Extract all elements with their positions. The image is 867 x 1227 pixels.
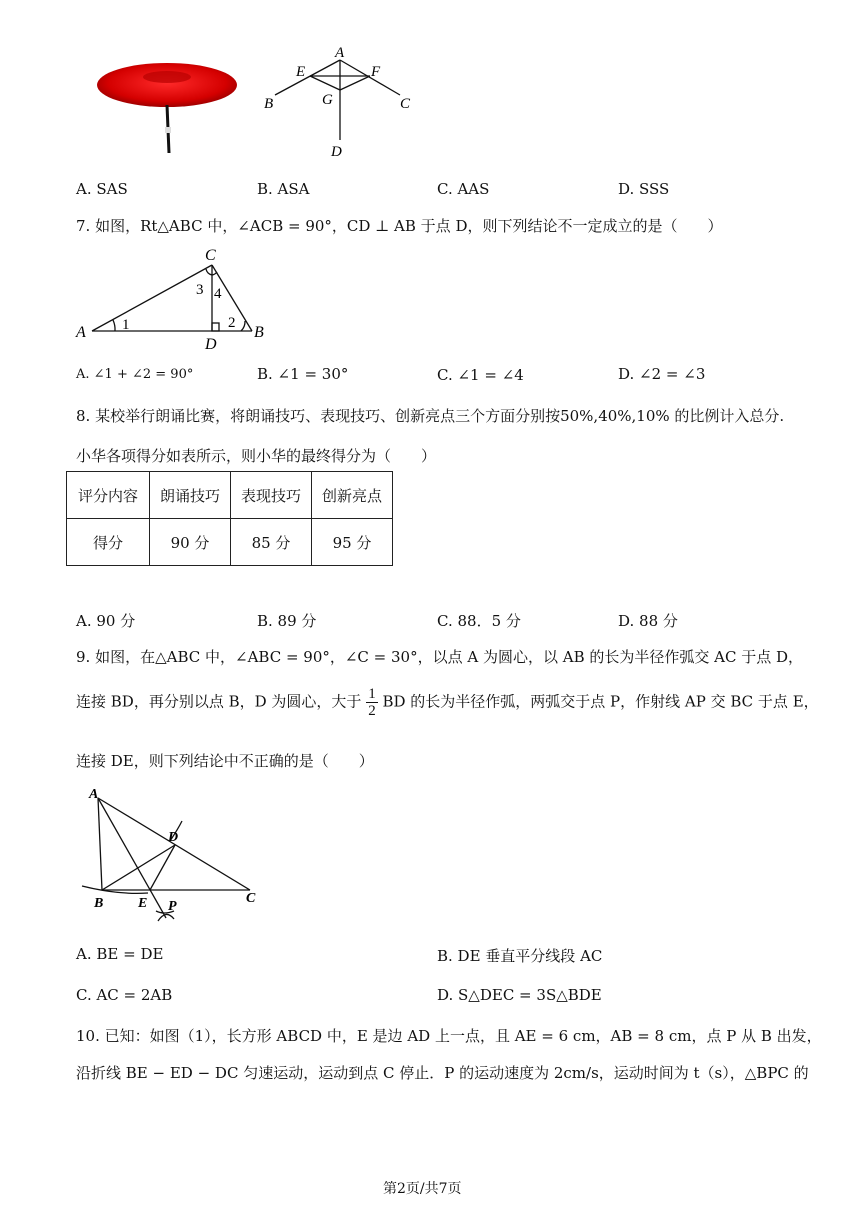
q10-line-2: 沿折线 BE − ED − DC 匀速运动，运动到点 C 停止．P 的运动速度为 2cm/s，运动时间为 t（s），△BPC 的 <box>76 1064 809 1082</box>
fig6-label-b: B <box>264 96 274 112</box>
fig6-label-e: E <box>296 64 306 80</box>
fig7-label-c: C <box>205 247 216 264</box>
q9-option-b: B. DE 垂直平分线段 AC <box>437 947 603 965</box>
q6-option-a: A. SAS <box>76 180 128 198</box>
q9-option-d: D. S△DEC = 3S△BDE <box>437 986 602 1004</box>
fig9-label-d: D <box>168 830 179 845</box>
q7-stem: 7. 如图，Rt△ABC 中，∠ACB = 90°，CD ⊥ AB 于点 D，则下列结论不一定成立的是（ ） <box>76 217 723 235</box>
figure-q6 <box>255 40 425 165</box>
fig6-label-a: A <box>335 45 345 61</box>
q8-line-2: 小华各项得分如表所示，则小华的最终得分为（ ） <box>76 447 437 465</box>
fig7-label-1: 1 <box>122 317 130 333</box>
q6-option-d: D. SSS <box>618 180 670 198</box>
fig6-label-f: F <box>371 64 381 80</box>
fig9-label-b: B <box>94 896 104 911</box>
q9-line-1: 9. 如图，在△ABC 中，∠ABC = 90°，∠C = 30°，以点 A 为圆心，以 AB 的长为半径作弧交 AC 于点 D， <box>76 648 804 666</box>
table-header-cell: 表现技巧 <box>231 472 312 519</box>
fig7-label-3: 3 <box>196 282 204 298</box>
q8-option-b: B. 89 分 <box>257 612 317 630</box>
fig7-label-a: A <box>76 324 86 341</box>
fig7-label-4: 4 <box>214 286 222 302</box>
table-cell: 95 分 <box>312 519 393 566</box>
fig7-label-b: B <box>254 324 264 341</box>
fig9-label-e: E <box>138 896 148 911</box>
q8-option-a: A. 90 分 <box>76 612 136 630</box>
fraction-numerator: 1 <box>368 686 376 702</box>
fig6-label-g: G <box>322 92 333 108</box>
table-row <box>67 519 393 566</box>
q9-line-2-post: BD 的长为半径作弧，两弧交于点 P，作射线 AP 交 BC 于点 E， <box>382 692 819 711</box>
fig7-label-2: 2 <box>228 315 236 331</box>
q7-option-b: B. ∠1 = 30° <box>257 365 349 383</box>
table-header-cell: 朗诵技巧 <box>150 472 231 519</box>
fig6-label-c: C <box>400 96 411 112</box>
q8-line-1: 8. 某校举行朗诵比赛，将朗诵技巧、表现技巧、创新亮点三个方面分别按50%,40%,10% 的比例计入总分. <box>76 407 785 425</box>
fig7-label-d: D <box>205 336 217 353</box>
figure-q7 <box>70 243 280 353</box>
q6-option-c: C. AAS <box>437 180 490 198</box>
table-header-cell: 创新亮点 <box>312 472 393 519</box>
table-cell: 90 分 <box>150 519 231 566</box>
figure-q9 <box>78 783 268 928</box>
fig9-label-a: A <box>89 787 99 802</box>
fig6-label-d: D <box>331 144 342 160</box>
q6-option-b: B. ASA <box>257 180 310 198</box>
q7-option-a: A. ∠1 + ∠2 = 90° <box>76 367 194 382</box>
table-cell: 得分 <box>67 519 150 566</box>
q8-option-c: C. 88．5 分 <box>437 612 521 630</box>
table-header-cell: 评分内容 <box>67 472 150 519</box>
q7-option-d: D. ∠2 = ∠3 <box>618 365 706 383</box>
fig9-label-c: C <box>246 891 256 906</box>
table-row <box>67 472 393 519</box>
fraction-denominator: 2 <box>368 703 376 719</box>
q8-option-d: D. 88 分 <box>618 612 678 630</box>
fig9-label-p: P <box>168 899 177 914</box>
umbrella-image <box>95 55 245 155</box>
q9-line-2-pre: 连接 BD，再分别以点 B，D 为圆心，大于 <box>76 692 362 711</box>
q7-option-c: C. ∠1 = ∠4 <box>437 366 524 384</box>
q9-line-2 <box>76 686 819 719</box>
q9-line-3: 连接 DE，则下列结论中不正确的是（ ） <box>76 752 374 770</box>
q10-line-1: 10. 已知：如图（1），长方形 ABCD 中，E 是边 AD 上一点，且 AE = 6 cm，AB = 8 cm，点 P 从 B 出发， <box>76 1027 822 1045</box>
table-cell: 85 分 <box>231 519 312 566</box>
q9-option-a: A. BE = DE <box>76 945 164 963</box>
one-half-fraction <box>366 686 378 719</box>
score-table <box>66 471 393 566</box>
q9-option-c: C. AC = 2AB <box>76 986 173 1004</box>
page-footer: 第2页/共7页 <box>383 1181 462 1197</box>
